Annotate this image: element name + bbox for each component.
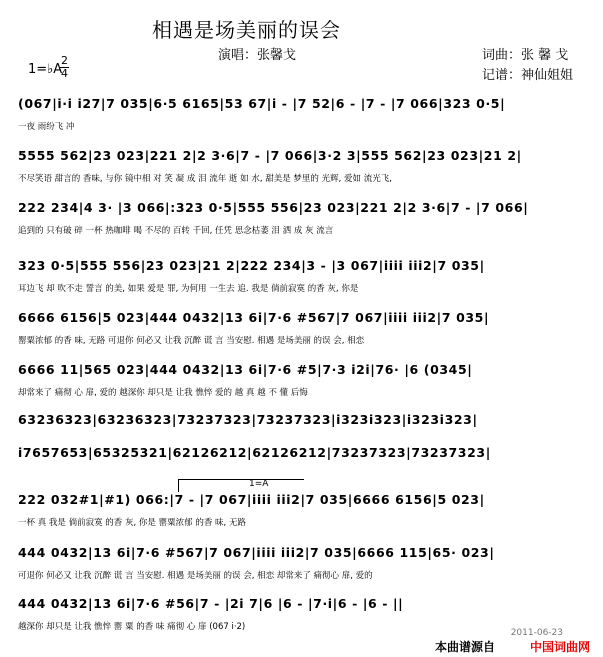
notation-row: 222 032#1|#1) 066:|7 - |7 067|iiii iii2|7 035|6666 6156|5 023| bbox=[18, 492, 485, 507]
transcriber-credit: 记谱：神仙姐姐 bbox=[482, 68, 574, 83]
lyric-row: 罂粟浓郁 的香 味, 无路 可退你 何必又 让我 沉醉 谎 言 当安慰. 相遇 是场美丽 的误 会, 相恋 bbox=[18, 336, 365, 346]
notation-row: 222 234|4 3· |3 066|:323 0·5|555 556|23 023|221 2|2 3·6|7 - |7 066| bbox=[18, 200, 529, 215]
lyric-row: 越深你 却只是 让我 憔悴 罂 粟 的香 味 痛彻 心 扉 (067 i·2) bbox=[18, 622, 246, 632]
notation-row: (067|i·i i27|7 035|6·5 6165|53 67|i - |7 52|6 - |7 - |7 066|323 0·5| bbox=[18, 96, 506, 111]
lyric-row: 追到的 只有破 碎 一杯 热咖啡 喝 不尽的 百转 千回, 任凭 思念枯萎 泪 洒 成 灰 流言 bbox=[18, 226, 334, 236]
lyric-row: 不尽笑语 甜言的 香味, 与你 镜中相 对 笑 凝 成 泪 流年 逝 如 水, 甜美是 梦里的 光辉, 爱如 流光飞, bbox=[18, 174, 392, 184]
volta-bracket bbox=[178, 479, 304, 492]
notation-row: 63236323|63236323|73237323|73237323|i323i323|i323i323| bbox=[18, 412, 478, 427]
notation-row: 6666 6156|5 023|444 0432|13 6i|7·6 #567|7 067|iiii iii2|7 035| bbox=[18, 310, 490, 325]
lyric-row: 耳边飞 却 吹不走 誓言 的美, 如果 爱是 罪, 为何用 一生去 追. 我是 倘前寂寞 的香 灰, 你是 bbox=[18, 284, 359, 294]
time-signature bbox=[60, 56, 69, 79]
key-signature: 1=♭A bbox=[28, 62, 63, 77]
notation-row: 5555 562|23 023|221 2|2 3·6|7 - |7 066|3·2 3|555 562|23 023|21 2| bbox=[18, 148, 522, 163]
notation-row: 323 0·5|555 556|23 023|21 2|222 234|3 - |3 067|iiii iii2|7 035| bbox=[18, 258, 485, 273]
brand-logo: 中国词曲网 bbox=[530, 640, 591, 654]
meter-numerator: 2 bbox=[61, 54, 68, 67]
lyric-row: 一夜 雨纷飞 冲 bbox=[18, 122, 75, 132]
composer-credit: 词曲：张 馨 戈 bbox=[482, 48, 569, 63]
source-label: 本曲谱源自 bbox=[435, 640, 496, 654]
lyric-row: 却常来了 痛彻 心 扉, 爱的 越深你 却只是 让我 憔悴 爱的 越 真 越 不 懂 后悔 bbox=[18, 388, 308, 398]
notation-row: 444 0432|13 6i|7·6 #567|7 067|iiii iii2|7 035|6666 115|65· 023| bbox=[18, 545, 495, 560]
lyric-row: 一杯 真 我是 倘前寂寞 的香 灰, 你是 罂粟浓郁 的香 味, 无路 bbox=[18, 518, 246, 528]
notation-row: 444 0432|13 6i|7·6 #56|7 - |2i 7|6 |6 - |7·i|6 - |6 - || bbox=[18, 596, 404, 611]
volta-label: 1=A bbox=[249, 479, 269, 489]
meter-denominator: 4 bbox=[61, 67, 68, 80]
singer-credit: 演唱：张馨戈 bbox=[218, 48, 297, 63]
lyric-row: 可退你 何必又 让我 沉醉 谎 言 当安慰. 相遇 是场美丽 的误 会, 相恋 却常来了 痛彻心 扉, 爱的 bbox=[18, 571, 373, 581]
date-stamp: 2011-06-23 bbox=[510, 628, 563, 638]
notation-row: 6666 11|565 023|444 0432|13 6i|7·6 #5|7·3 i2i|76· |6 (0345| bbox=[18, 362, 473, 377]
page-title: 相遇是场美丽的误会 bbox=[152, 18, 341, 42]
notation-row: i7657653|65325321|62126212|62126212|73237323|73237323| bbox=[18, 445, 491, 460]
